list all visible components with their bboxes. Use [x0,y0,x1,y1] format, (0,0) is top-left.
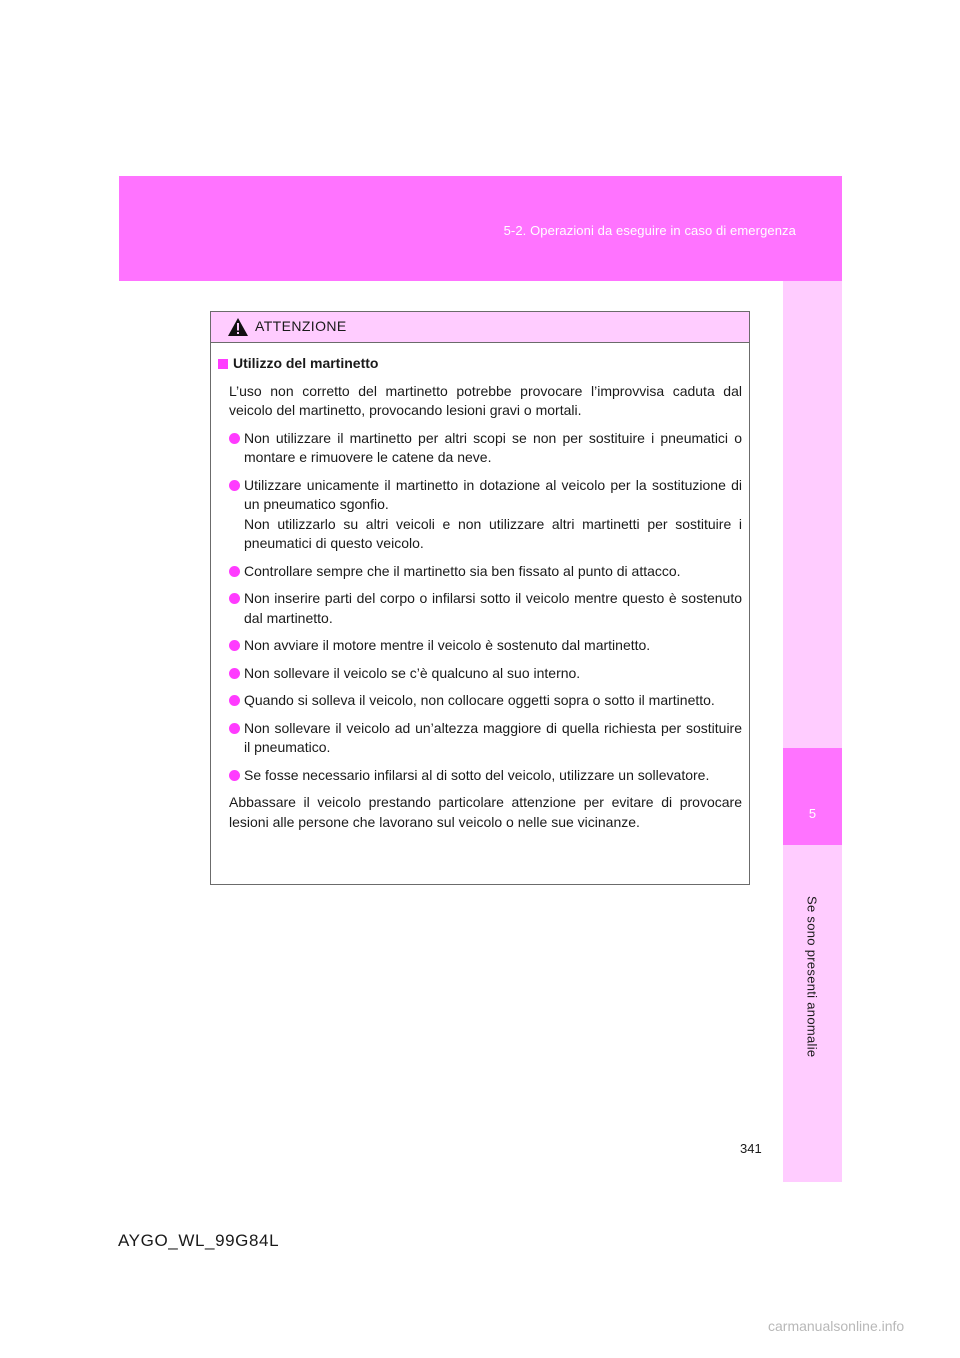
section-header: 5-2. Operazioni da eseguire in caso di emergenza [503,223,796,238]
round-bullet-icon [229,770,240,781]
warning-title: ATTENZIONE [255,318,347,334]
list-item-text: Non utilizzare il martinetto per altri scopi se non per sostituire i pneumatici o montare e rimuovere le catene da neve. [244,429,742,465]
round-bullet-icon [229,695,240,706]
list-item [229,589,742,628]
list-item-text: Controllare sempre che il martinetto sia ben fissato al punto di attacco. [244,562,681,579]
section-title-text: Utilizzo del martinetto [233,355,379,371]
warning-box [210,311,750,885]
document-code: AYGO_WL_99G84L [118,1231,280,1250]
list-item-text: Quando si solleva il veicolo, non collocare oggetti sopra o sotto il martinetto. [244,692,715,708]
page-number: 341 [740,1141,762,1156]
round-bullet-icon [229,593,240,604]
round-bullet-icon [229,723,240,734]
list-item [229,664,742,684]
closing-paragraph: Abbassare il veicolo prestando particolare attenzione per evitare di provocare lesioni alle persone che lavorano sul veicolo o nelle sue vicinanze. [229,794,742,830]
warning-header [211,312,749,343]
list-item [229,636,742,656]
list-item [229,719,742,758]
square-bullet-icon [218,359,228,369]
list-item-text: Non inserire parti del corpo o infilarsi sotto il veicolo mentre questo è sostenuto dal martinetto. [244,590,742,626]
watermark: carmanualsonline.info [768,1318,905,1334]
list-item-text-extra: Non utilizzarlo su altri veicoli e non utilizzare altri martinetti per sostituire i pneumatici di questo veicolo. [244,515,742,551]
section-title [218,354,742,374]
chapter-side-tab [783,281,842,1182]
list-item-text: Utilizzare unicamente il martinetto in dotazione al veicolo per la sostituzione di un pneumatico sgonfio. [244,476,742,512]
list-item [229,691,742,711]
list-item [229,476,742,554]
list-item-text: Non sollevare il veicolo ad un’altezza maggiore di quella richiesta per sostituire il pneumatico. [244,719,742,755]
chapter-number: 5 [808,806,817,821]
round-bullet-icon [229,640,240,651]
list-item-text: Non sollevare il veicolo se c’è qualcuno al suo interno. [244,664,581,681]
list-item [229,429,742,468]
round-bullet-icon [229,566,240,577]
intro-paragraph: L’uso non corretto del martinetto potrebbe provocare l’improvvisa caduta dal veicolo del martinetto, provocando lesioni gravi o mortali. [229,382,742,418]
warning-triangle-icon [227,317,249,337]
list-item-text: Se fosse necessario infilarsi al di sotto del veicolo, utilizzare un sollevatore. [244,766,710,783]
header-band [119,176,842,281]
list-item [229,766,742,786]
chapter-tab-active[interactable] [783,748,842,845]
list-item-text: Non avviare il motore mentre il veicolo è sostenuto dal martinetto. [244,637,651,653]
chapter-label: Se sono presenti anomalie [804,896,820,1058]
round-bullet-icon [229,480,240,491]
warning-body [211,343,749,832]
round-bullet-icon [229,433,240,444]
round-bullet-icon [229,668,240,679]
list-item [229,562,742,582]
